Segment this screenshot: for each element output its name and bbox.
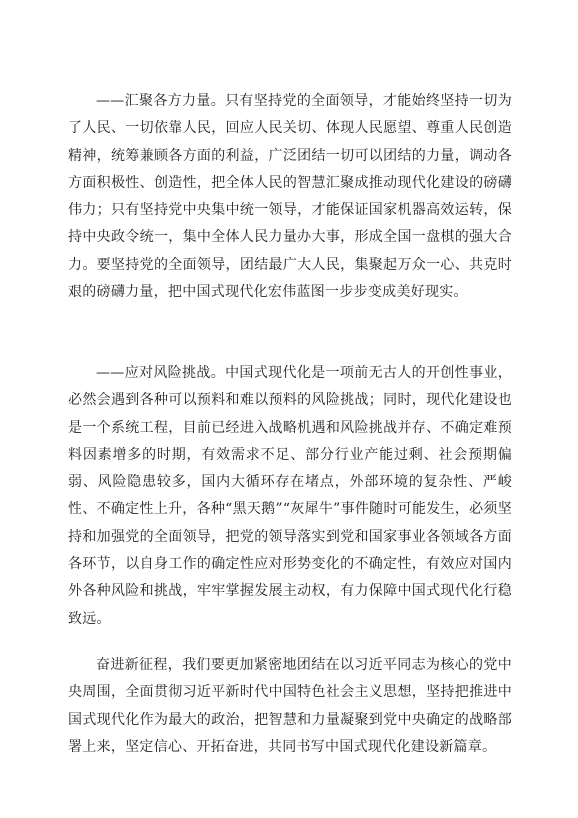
paragraph-new-journey: 奋进新征程，我们要更加紧密地团结在以习近平同志为核心的党中央周围，全面贯彻习近平新时代中国特色社会主义思想，坚持把推进中国式现代化作为最大的政治，把智慧和力量凝聚到党中央确定的战略部署上来，坚定信心、开拓奋进，共同书写中国式现代化建设新篇章。 [68, 657, 512, 755]
paragraph-gather-forces: ——汇聚各方力量。只有坚持党的全面领导，才能始终坚持一切为了人民、一切依靠人民，回应人民关切、体现人民愿望、尊重人民创造精神，统筹兼顾各方面的利益，广泛团结一切可以团结的力量，调动各方面积极性、创造性，把全体人民的智慧汇聚成推动现代化建设的磅礴伟力；只有坚持党中央集中统一领导，才能保证国家机器高效运转，保持中央政令统一，集中全体人民力量办大事，形成全国一盘棋的强大合力。要坚持党的全面领导，团结最广大人民，集聚起万众一心、共克时艰的磅礴力量，把中国式现代化宏伟蓝图一步步变成美好现实。 [68, 93, 512, 301]
paragraph-risk-challenges: ——应对风险挑战。中国式现代化是一项前无古人的开创性事业，必然会遇到各种可以预料和难以预料的风险挑战；同时，现代化建设也是一个系统工程，目前已经进入战略机遇和风险挑战并存、不确定难预料因素增多的时期，有效需求不足、部分行业产能过剩、社会预期偏弱、风险隐患较多，国内大循环存在堵点，外部环境的复杂性、严峻性、不确定性上升，各种“黑天鹅”“灰犀牛”事件随时可能发生，必须坚持和加强党的全面领导，把党的领导落实到党和国家事业各领域各方面各环节，以自身工作的确定性应对形势变化的不确定性，有效应对国内外各种风险和挑战，牢牢掌握发展主动权，有力保障中国式现代化行稳致远。 [68, 365, 512, 627]
